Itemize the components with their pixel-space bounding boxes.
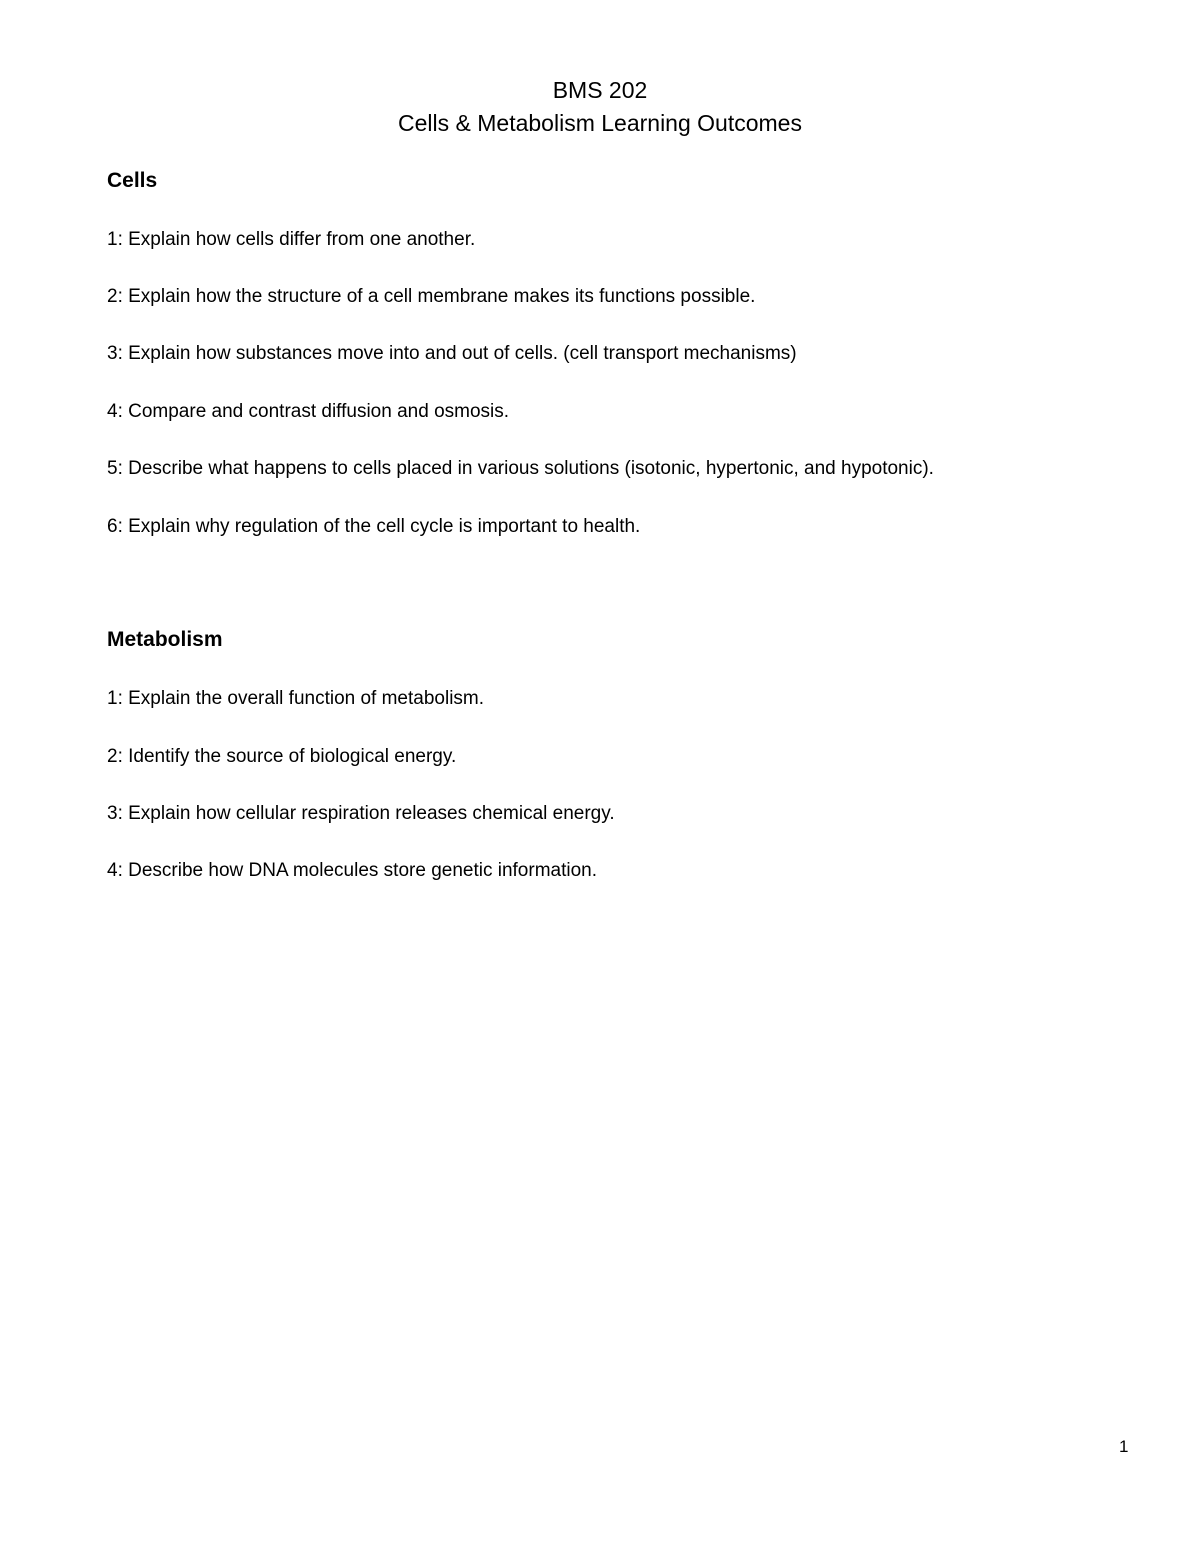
- cells-outcome-4: 4: Compare and contrast diffusion and osmosis.: [107, 401, 510, 422]
- metabolism-outcome-3: 3: Explain how cellular respiration releases chemical energy.: [107, 803, 615, 824]
- section-heading-metabolism: Metabolism: [107, 628, 223, 651]
- cells-outcome-3: 3: Explain how substances move into and out of cells. (cell transport mechanisms): [107, 343, 797, 364]
- cells-outcome-1: 1: Explain how cells differ from one another.: [107, 229, 476, 250]
- page-title: Cells & Metabolism Learning Outcomes: [398, 110, 802, 136]
- metabolism-outcome-1: 1: Explain the overall function of metabolism.: [107, 688, 485, 709]
- page-number: 1: [1119, 1437, 1129, 1456]
- section-heading-cells: Cells: [107, 169, 158, 192]
- cells-outcome-6: 6: Explain why regulation of the cell cycle is important to health.: [107, 516, 641, 537]
- metabolism-outcome-4: 4: Describe how DNA molecules store genetic information.: [107, 860, 598, 881]
- metabolism-outcome-2: 2: Identify the source of biological energy.: [107, 746, 457, 767]
- cells-outcome-5: 5: Describe what happens to cells placed in various solutions (isotonic, hypertonic, and hypotonic).: [107, 458, 934, 479]
- course-code: BMS 202: [552, 77, 648, 103]
- cells-outcome-2: 2: Explain how the structure of a cell membrane makes its functions possible.: [107, 286, 756, 307]
